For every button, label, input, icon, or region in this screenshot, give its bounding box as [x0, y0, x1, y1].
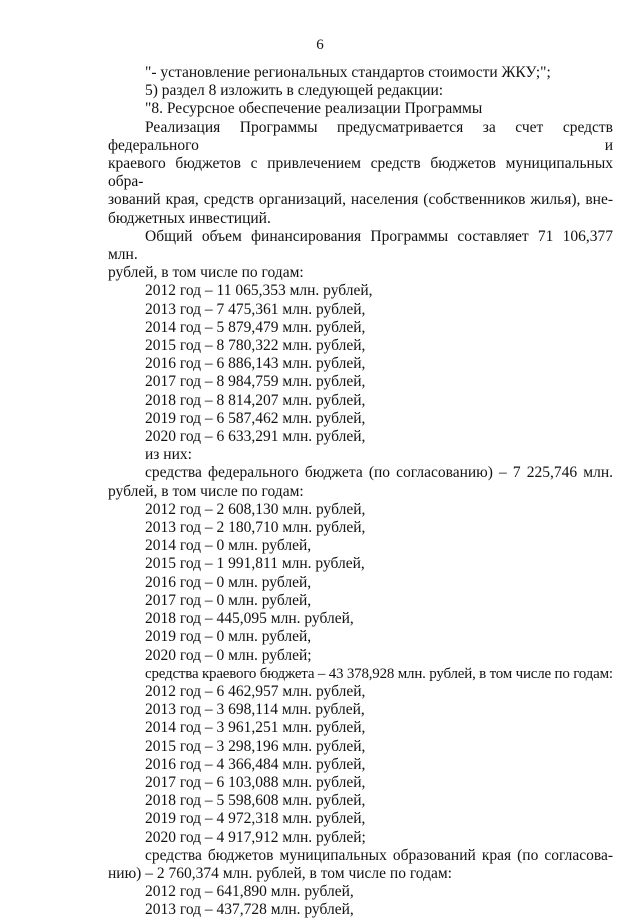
realization-text: Реализация Программы предусматривается за счет средств федерального и — [108, 118, 613, 154]
realization-text: краевого бюджетов с привлечением средств бюджетов муниципальных обра- — [108, 155, 613, 191]
total-funding: рублей, в том числе по годам: — [108, 264, 304, 282]
year-line: 2012 год – 6 462,957 млн. рублей, — [145, 682, 366, 700]
year-line: 2014 год – 3 961,251 млн. рублей, — [145, 719, 366, 737]
year-line: 2018 год – 5 598,608 млн. рублей, — [145, 792, 366, 810]
year-line: 2018 год – 8 814,207 млн. рублей, — [145, 391, 366, 409]
year-line: 2015 год – 3 298,196 млн. рублей, — [145, 737, 366, 755]
year-line: 2015 год – 1 991,811 млн. рублей, — [145, 555, 365, 573]
year-line: 2014 год – 0 млн. рублей, — [145, 537, 312, 555]
year-line: 2017 год – 8 984,759 млн. рублей, — [145, 373, 366, 391]
federal-funding: средства федерального бюджета (по согласованию) – 7 225,746 млн. — [145, 464, 613, 482]
section-heading: "8. Ресурсное обеспечение реализации Программы — [145, 100, 483, 118]
year-line: 2020 год – 0 млн. рублей; — [145, 646, 312, 664]
regional-funding: средства краевого бюджета – 43 378,928 млн. рублей, в том числе по годам: — [145, 665, 613, 682]
year-line: 2016 год – 0 млн. рублей, — [145, 573, 312, 591]
year-line: 2019 год – 4 972,318 млн. рублей, — [145, 810, 366, 828]
year-line: 2019 год – 6 587,462 млн. рублей, — [145, 409, 366, 427]
year-line: 2013 год – 7 475,361 млн. рублей, — [145, 300, 366, 318]
year-line: 2018 год – 445,095 млн. рублей, — [145, 610, 354, 628]
year-line: 2016 год – 4 366,484 млн. рублей, — [145, 755, 366, 773]
realization-text: бюджетных инвестиций. — [108, 209, 271, 227]
year-line: 2019 год – 0 млн. рублей, — [145, 628, 312, 646]
year-line: 2017 год – 0 млн. рублей, — [145, 591, 312, 609]
year-line: 2015 год – 8 780,322 млн. рублей, — [145, 337, 366, 355]
year-line: 2016 год – 6 886,143 млн. рублей, — [145, 355, 366, 373]
year-line: 2013 год – 437,728 млн. рублей, — [145, 901, 354, 919]
document-body — [108, 64, 613, 920]
year-line: 2013 год – 2 180,710 млн. рублей, — [145, 519, 366, 537]
intro-line: "- установление региональных стандартов стоимости ЖКУ;"; — [145, 64, 551, 81]
year-line: 2012 год – 641,890 млн. рублей, — [145, 883, 354, 901]
year-line: 2020 год – 4 917,912 млн. рублей; — [145, 828, 366, 846]
intro-line: 5) раздел 8 изложить в следующей редакции: — [145, 82, 444, 100]
year-line: 2012 год – 11 065,353 млн. рублей, — [145, 282, 373, 300]
year-line: 2014 год – 5 879,479 млн. рублей, — [145, 318, 366, 336]
of-them-label: из них: — [145, 446, 192, 464]
year-line: 2020 год – 6 633,291 млн. рублей, — [145, 428, 366, 446]
federal-funding: рублей, в том числе по годам: — [108, 482, 304, 500]
municipal-funding: средства бюджетов муниципальных образований края (по согласова- — [145, 846, 613, 864]
realization-text: зований края, средств организаций, населения (собственников жилья), вне- — [108, 191, 613, 209]
year-line: 2012 год – 2 608,130 млн. рублей, — [145, 500, 366, 518]
total-funding: Общий объем финансирования Программы составляет 71 106,377 млн. — [108, 227, 613, 264]
year-line: 2013 год – 3 698,114 млн. рублей, — [145, 701, 365, 719]
year-line: 2017 год – 6 103,088 млн. рублей, — [145, 773, 366, 791]
page-number: 6 — [316, 37, 324, 53]
municipal-funding: нию) – 2 760,374 млн. рублей, в том числе по годам: — [108, 864, 452, 882]
